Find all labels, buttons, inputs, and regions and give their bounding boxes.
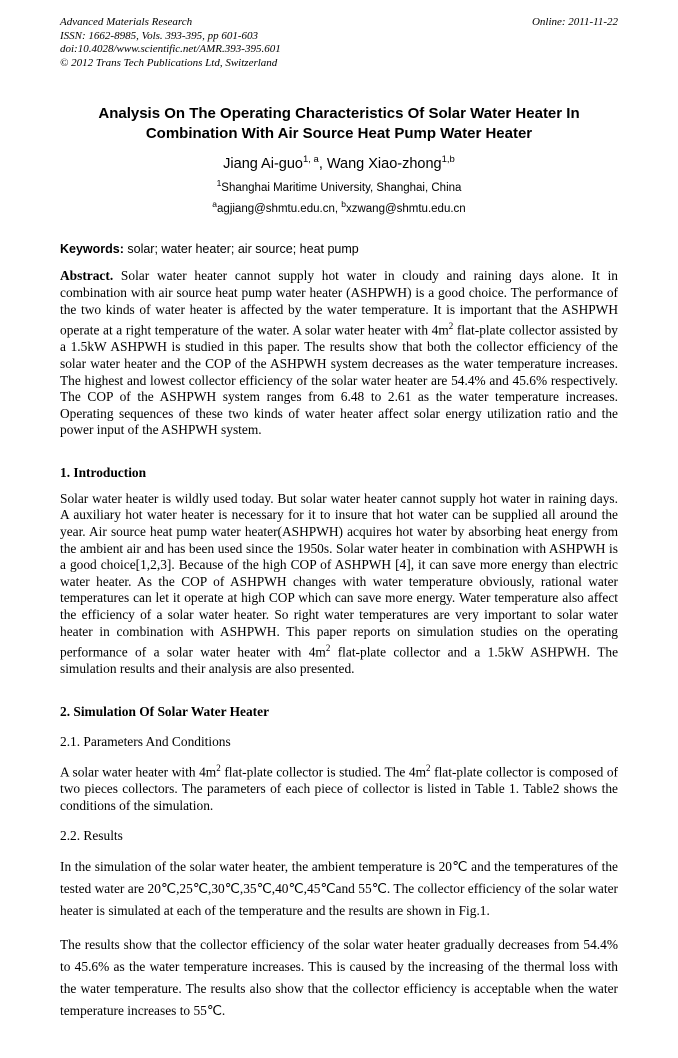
parameters-superscript-2: 2 <box>426 762 431 773</box>
abstract-text-2: flat-plate collector assisted by a 1.5kW ASHPWH is studied in this paper. The results show that both the collector efficiency of the solar water heater and the COP of the ASHPWH system decreases as the water temperature increases. The highest and lowest collector efficiency of the solar water heater are 54.4% and 45.6% respectively. The COP of the ASHPWH system ranges from 6.48 to 2.61 as the water temperature increases. Operating sequences of these two kinds of water heater affect solar energy utilization ratio and the power input of the ASHPWH system. <box>60 322 618 438</box>
journal-info-block <box>60 16 281 70</box>
paper-title: Analysis On The Operating Characteristics Of Solar Water Heater In Combination With Air Source Heat Pump Water Heater <box>98 105 580 142</box>
journal-header <box>60 16 618 70</box>
parameters-superscript-1: 2 <box>216 762 221 773</box>
introduction-text-2: flat-plate collector and a 1.5kW ASHPWH. The simulation results and their analysis are also presented. <box>60 644 619 677</box>
journal-issn-line: ISSN: 1662-8985, Vols. 393-395, pp 601-603 <box>60 29 258 42</box>
keywords-line <box>60 242 618 256</box>
section-heading-simulation: 2. Simulation Of Solar Water Heater <box>60 703 270 719</box>
introduction-text-1: Solar water heater is wildly used today. But solar water heater cannot supply hot water in raining days. A auxiliary hot water heater is necessary for it to insure that hot water can be supplied all around the year. Air source heat pump water heater(ASHPWH) acquires hot water by absorbing heat energy from the ambient air and has been used since the 1950s. Solar water heater in combination with ASHPWH is a good choice[1,2,3]. Because of the high COP of ASHPWH [4], it can save more energy than electric water heater. As the COP of ASHPWH changes with water temperature obviously, rational water temperatures can let it operate at high COP which can save more energy. Water temperature also affect the efficiency of a solar water heater. So right water temperatures are very important to solar water heater in combination with ASHPWH. This paper reports on simulation studies on the operating performance of a solar water heater with 4m <box>60 490 618 660</box>
subsection-heading-results: 2.2. Results <box>60 828 123 844</box>
results-paragraph-2: The results show that the collector efficiency of the solar water heater gradually decreases from 54.4% to 45.6% as the water temperature increases. This is caused by the increasing of the thermal loss with the water temperature. The results also show that the collector efficiency is acceptable when the water temperature increases to 55℃. <box>60 937 618 1019</box>
email-a: agjiang@shmtu.edu.cn, <box>217 202 342 215</box>
email-b-mark: b <box>341 198 346 209</box>
affiliation-text: Shanghai Maritime University, Shanghai, China <box>221 181 462 194</box>
author-2-name: Wang Xiao-zhong <box>326 155 442 172</box>
section-heading-introduction: 1. Introduction <box>60 464 147 480</box>
authors-separator: , <box>318 155 327 172</box>
author-1-affiliation-marks: 1, a <box>302 154 319 165</box>
email-b: xzwang@shmtu.edu.cn <box>345 202 466 215</box>
online-date: Online: 2011-11-22 <box>531 16 618 28</box>
abstract-label: Abstract. <box>60 268 114 284</box>
parameters-text-1: A solar water heater with 4m <box>60 764 217 780</box>
parameters-paragraph <box>60 760 618 814</box>
email-a-mark: a <box>212 198 218 209</box>
abstract-text-1: Solar water heater cannot supply hot water in cloudy and raining days alone. It in combination with air source heat pump water heater (ASHPWH) is a good choice. The performance of the two kinds of water heater is affected by the water temperature. It is important that the ASHPWH operate at a right temperature of the water. A solar water heater with 4m <box>60 268 618 338</box>
author-1-name: Jiang Ai-guo <box>223 155 303 172</box>
emails-line <box>60 199 618 215</box>
introduction-superscript-1: 2 <box>325 643 331 654</box>
parameters-text-2: flat-plate collector is studied. The 4m <box>220 764 427 780</box>
abstract-superscript-1: 2 <box>448 321 454 332</box>
authors-line <box>60 154 618 172</box>
subsection-heading-parameters: 2.1. Parameters And Conditions <box>60 733 231 749</box>
introduction-paragraph <box>60 491 618 678</box>
journal-copyright-line: © 2012 Trans Tech Publications Ltd, Switzerland <box>60 56 278 69</box>
journal-title: Advanced Materials Research <box>60 16 193 28</box>
affiliation-mark: 1 <box>216 177 222 188</box>
affiliation-line <box>60 178 618 194</box>
parameters-text-3: flat-plate collector is composed of two pieces collectors. The parameters of each piece of collector is listed in Table 1. Table2 shows the conditions of the simulation. <box>60 764 618 813</box>
journal-doi-line: doi:10.4028/www.scientific.net/AMR.393-395.601 <box>60 43 281 55</box>
author-2-affiliation-marks: 1,b <box>441 154 455 165</box>
results-paragraph-1: In the simulation of the solar water heater, the ambient temperature is 20℃ and the temperatures of the tested water are 20℃,25℃,30℃,35℃,40℃,45℃and 55℃. The collector efficiency of the solar water heater is simulated at each of the temperature and the results are shown in Fig.1. <box>60 859 618 919</box>
abstract-paragraph <box>60 268 618 438</box>
keywords-label: Keywords: <box>60 242 124 257</box>
keywords-text: solar; water heater; air source; heat pump <box>123 242 359 257</box>
